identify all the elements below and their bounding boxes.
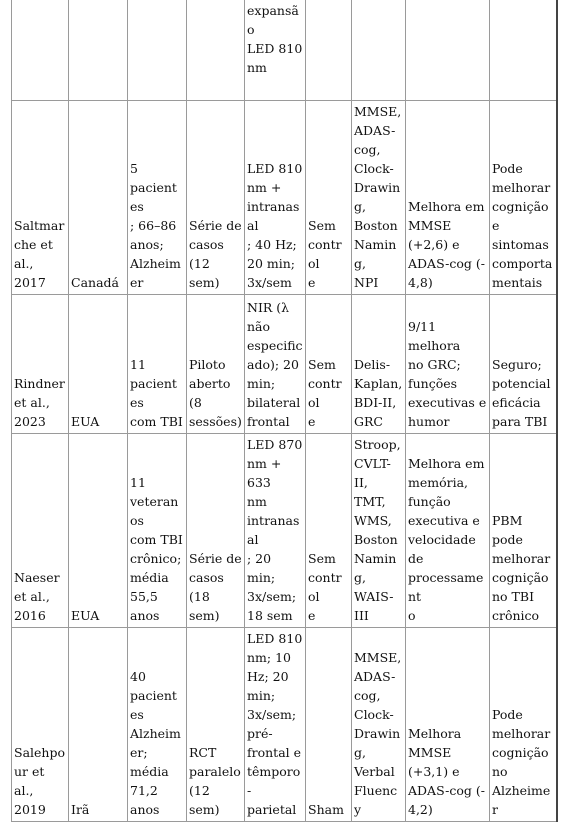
cell-control xyxy=(306,0,352,101)
cell-country: EUA xyxy=(69,295,128,434)
cell-conclusion: Seguro; potencial eficácia para TBI xyxy=(490,295,557,434)
table-row xyxy=(12,295,557,434)
cell-measures: Delis- Kaplan, BDI-II, GRC xyxy=(352,295,406,434)
cell-sample: 11 pacientes com TBI xyxy=(128,295,187,434)
cell-design: Piloto aberto (8 sessões) xyxy=(187,295,245,434)
cell-country: EUA xyxy=(69,434,128,628)
cell-country: Canadá xyxy=(69,101,128,295)
cell-intervention: LED 810 nm; 10 Hz; 20 min; 3x/sem; pré- frontal e têmporo- parietal xyxy=(245,628,306,822)
cell-conclusion: PBM pode melhorar cognição no TBI crônico xyxy=(490,434,557,628)
cell-control: Sem control e xyxy=(306,295,352,434)
cell-results xyxy=(406,0,490,101)
cell-measures xyxy=(352,0,406,101)
cell-measures: Stroop, CVLT- II, TMT, WMS, Boston Naming, WAIS- III xyxy=(352,434,406,628)
cell-intervention: LED 810 nm + intranasal ; 40 Hz; 20 min; 3x/sem xyxy=(245,101,306,295)
cell-sample xyxy=(128,0,187,101)
cell-sample: 5 pacientes ; 66–86 anos; Alzheim er xyxy=(128,101,187,295)
cell-design: RCT paralelo (12 sem) xyxy=(187,628,245,822)
cell-country xyxy=(69,0,128,101)
cell-study xyxy=(12,0,69,101)
cell-control: Sem control e xyxy=(306,434,352,628)
cell-control: Sham xyxy=(306,628,352,822)
cell-study: Salehpo ur et al., 2019 xyxy=(12,628,69,822)
cell-measures: MMSE, ADAS- cog, Clock- Drawin g, Boston Naming, NPI xyxy=(352,101,406,295)
cell-intervention: NIR (λ não especific ado); 20 min; bilateral frontal xyxy=(245,295,306,434)
cell-results: Melhora em MMSE (+2,6) e ADAS-cog (- 4,8) xyxy=(406,101,490,295)
cell-results: Melhora MMSE (+3,1) e ADAS-cog (- 4,2) xyxy=(406,628,490,822)
table-row xyxy=(12,628,557,822)
cell-design: Série de casos (12 sem) xyxy=(187,101,245,295)
cell-design xyxy=(187,0,245,101)
cell-study: Rindner et al., 2023 xyxy=(12,295,69,434)
cell-conclusion: Pode melhorar cognição e sintomas comporta mentais xyxy=(490,101,557,295)
table-row xyxy=(12,101,557,295)
cell-study: Saltmar che et al., 2017 xyxy=(12,101,69,295)
cell-conclusion: Pode melhorar cognição no Alzheimer xyxy=(490,628,557,822)
cell-results: 9/11 melhora no GRC; funções executivas e humor xyxy=(406,295,490,434)
cell-results: Melhora em memória, função executiva e velocidade de processament o xyxy=(406,434,490,628)
cell-intervention: expansão LED 810 nm xyxy=(245,0,306,101)
cell-control: Sem control e xyxy=(306,101,352,295)
study-table xyxy=(11,0,558,822)
cell-study: Naeser et al., 2016 xyxy=(12,434,69,628)
cell-design: Série de casos (18 sem) xyxy=(187,434,245,628)
cell-sample: 40 pacientes Alzheim er; média 71,2 anos xyxy=(128,628,187,822)
cell-country: Irã xyxy=(69,628,128,822)
cell-sample: 11 veteranos com TBI crônico; média 55,5 anos xyxy=(128,434,187,628)
cell-intervention: LED 870 nm + 633 nm intranasal ; 20 min; 3x/sem; 18 sem xyxy=(245,434,306,628)
table-row xyxy=(12,0,557,101)
cell-conclusion xyxy=(490,0,557,101)
table-row xyxy=(12,434,557,628)
cell-measures: MMSE, ADAS- cog, Clock- Drawin g, Verbal Fluency xyxy=(352,628,406,822)
